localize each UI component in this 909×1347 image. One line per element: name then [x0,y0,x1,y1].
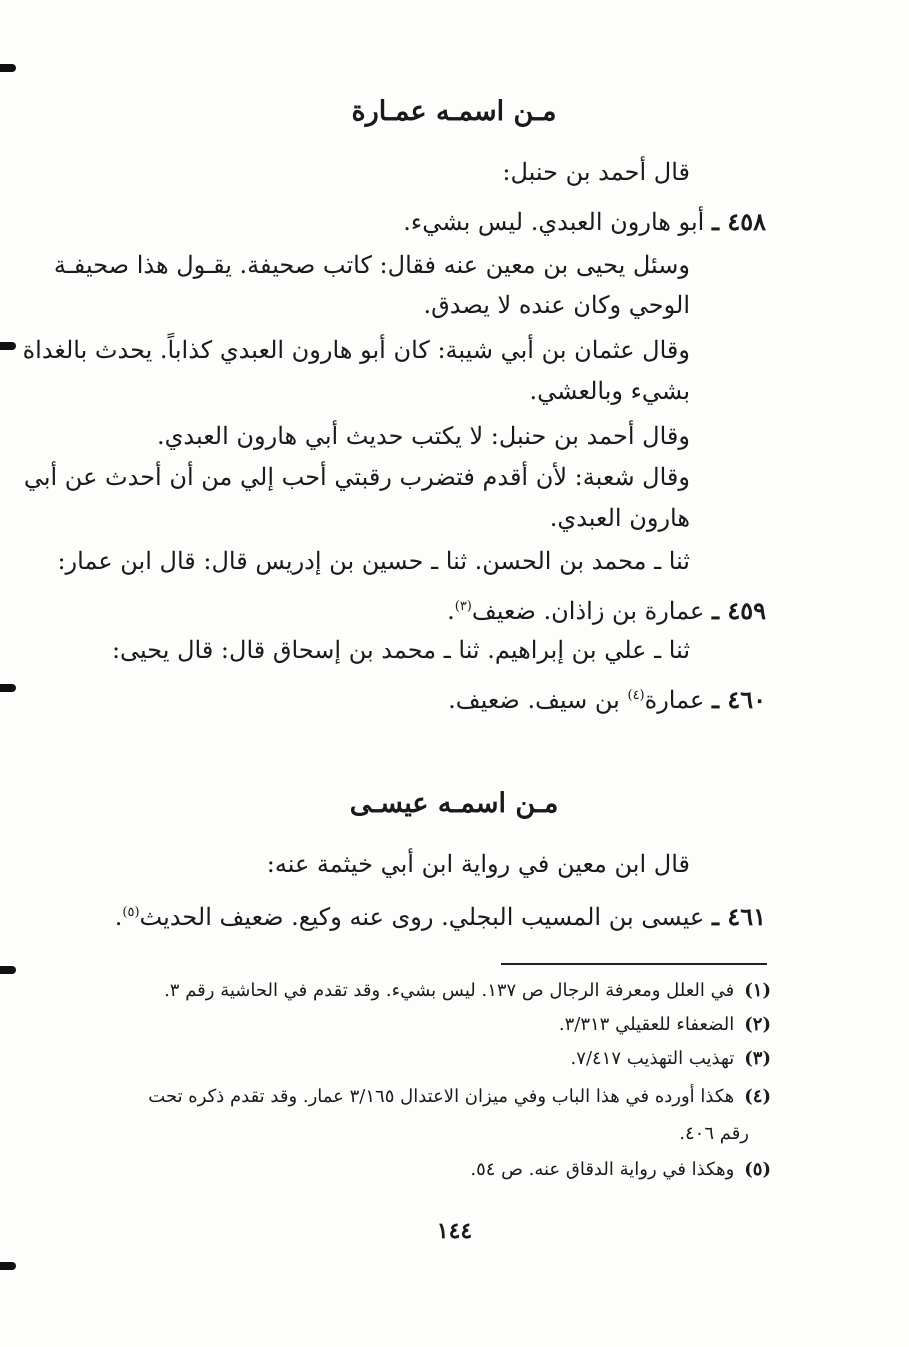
edge-mark [0,1262,16,1270]
body-line: وقال عثمان بن أبي شيبة: كان أبو هارون العبدي كذاباً. يحدث بالغداة [22,336,690,364]
section-heading: مـن اسمـه عيسـى [349,788,559,819]
edge-mark [0,64,16,72]
entry-461 [115,896,766,934]
footnote-text: رقم ٤٠٦. [679,1123,749,1144]
edge-mark [0,342,16,350]
footnote-text: وهكذا في رواية الدقاق عنه. ص ٥٤. [470,1159,735,1180]
footnote-divider [501,963,767,965]
entry-text: عمارة [644,686,705,714]
body-line: هارون العبدي. [549,504,690,532]
isnad-line: ثنا ـ علي بن إبراهيم. ثنا ـ محمد بن إسحاق قال: قال يحيى: [111,636,690,664]
footnote-number: (١) [744,980,771,1001]
footnote-number: (٤) [744,1086,771,1107]
footnote-ref: (٤) [627,688,645,703]
footnote-continuation [679,1121,749,1147]
footnote-text: تهذيب التهذيب ٧/٤١٧. [570,1048,735,1069]
footnote-text: هكذا أورده في هذا الباب وفي ميزان الاعتدال ٣/١٦٥ عمار. وقد تقدم ذكره تحت [148,1086,735,1107]
body-line: وقال أحمد بن حنبل: لا يكتب حديث أبي هارون العبدي. [156,422,690,450]
footnote-ref: (٣) [454,599,472,614]
intro-line: قال أحمد بن حنبل: [502,158,690,186]
entry-number: ٤٦٠ ـ [711,685,766,714]
edge-mark [0,684,16,692]
footnote-number: (٥) [744,1159,771,1180]
entry-end: . [114,903,123,931]
footnote-text: في العلل ومعرفة الرجال ص ١٣٧. ليس بشيء. وقد تقدم في الحاشية رقم ٣. [164,980,735,1001]
body-line: بشيء وبالعشي. [529,377,690,405]
body-line: ثنا ـ محمد بن الحسن. ثنا ـ حسين بن إدريس قال: قال ابن عمار: [57,547,690,575]
footnote-number: (٢) [744,1014,771,1035]
edge-mark [0,966,16,974]
entry-459 [447,590,766,628]
entry-text: عمارة بن زاذان. ضعيف [471,597,705,625]
footnote-number: (٣) [744,1048,771,1069]
footnote-text: الضعفاء للعقيلي ٣/٣١٣. [558,1014,735,1035]
intro-line: قال ابن معين في رواية ابن أبي خيثمة عنه: [266,850,690,878]
entry-460 [448,679,766,717]
footnote [164,978,771,1004]
entry-number: ٤٦١ ـ [711,902,766,931]
section-heading: مـن اسمـه عمـارة [351,96,557,127]
entry-458 [403,205,766,239]
page-number: ١٤٤ [436,1218,473,1244]
footnote-ref: (٥) [122,905,140,920]
body-line: الوحي وكان عنده لا يصدق. [423,291,690,319]
entry-end: . [447,597,455,625]
footnote [571,1046,771,1072]
footnote [470,1157,771,1183]
entry-text: أبو هارون العبدي. ليس بشيء. [403,208,705,236]
footnote [148,1084,771,1110]
body-line: وقال شعبة: لأن أقدم فتضرب رقبتي أحب إلي من أن أحدث عن أبي [23,463,690,491]
entry-number: ٤٥٨ ـ [711,207,766,236]
body-line: وسئل يحيى بن معين عنه فقال: كاتب صحيفة. يقـول هذا صحيفـة [53,251,690,279]
footnote [559,1012,771,1038]
entry-number: ٤٥٩ ـ [711,596,766,625]
entry-text: بن سيف. ضعيف. [448,686,628,714]
entry-text: عيسى بن المسيب البجلي. روى عنه وكيع. ضعيف الحديث [139,903,705,931]
